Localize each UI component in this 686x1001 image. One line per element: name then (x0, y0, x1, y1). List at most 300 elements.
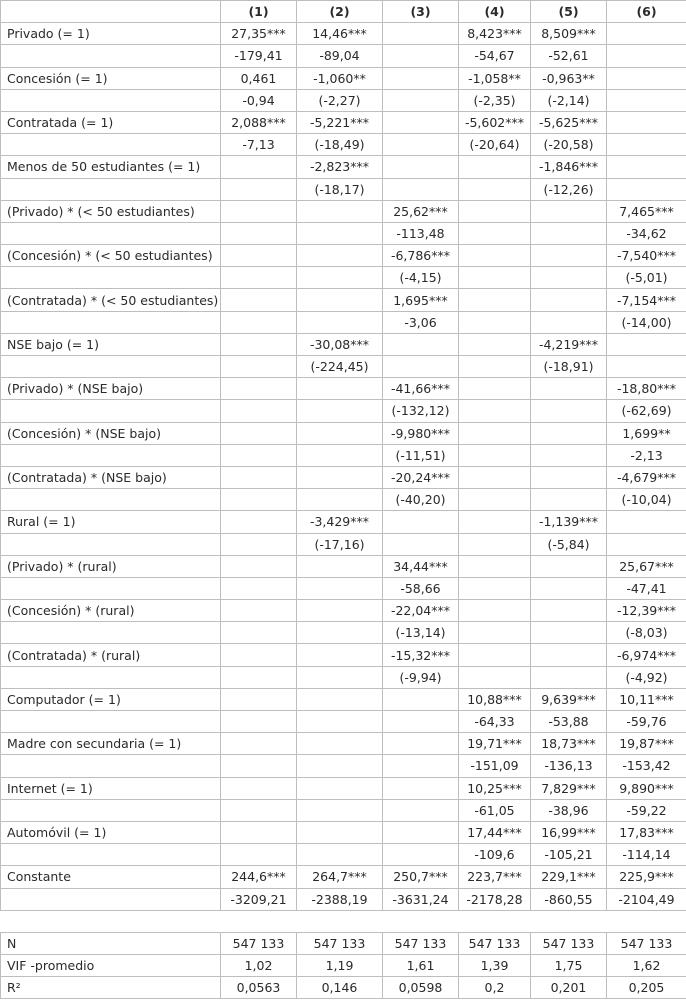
value-cell (383, 777, 459, 799)
value-cell (607, 45, 686, 67)
header-cell-model-6: (6) (607, 1, 686, 23)
header-cell-model-4: (4) (459, 1, 531, 23)
value-cell (297, 200, 383, 222)
row-label: NSE bajo (= 1) (1, 333, 221, 355)
stat-row (1, 955, 686, 977)
value-cell: 0,0598 (383, 977, 459, 999)
value-cell: -7,154*** (607, 289, 686, 311)
value-cell (297, 755, 383, 777)
value-cell (459, 444, 531, 466)
value-cell: (-62,69) (607, 400, 686, 422)
header-cell-model-1: (1) (221, 1, 297, 23)
value-cell: -2388,19 (297, 888, 383, 910)
value-cell: -4,679*** (607, 466, 686, 488)
value-cell: -12,39*** (607, 600, 686, 622)
value-cell: -1,846*** (531, 156, 607, 178)
value-cell (297, 222, 383, 244)
value-cell (221, 733, 297, 755)
table-row (1, 45, 686, 67)
row-label: (Concesión) * (NSE bajo) (1, 422, 221, 444)
row-label: (Concesión) * (rural) (1, 600, 221, 622)
value-cell (383, 821, 459, 843)
value-cell (531, 245, 607, 267)
value-cell: 10,11*** (607, 688, 686, 710)
table-row (1, 777, 686, 799)
table-row (1, 866, 686, 888)
value-cell (607, 156, 686, 178)
spacer-section (1, 910, 686, 932)
row-label (1, 311, 221, 333)
value-cell: (-18,49) (297, 134, 383, 156)
value-cell (221, 688, 297, 710)
value-cell (459, 666, 531, 688)
value-cell (221, 156, 297, 178)
value-cell (297, 400, 383, 422)
row-label (1, 622, 221, 644)
stat-row (1, 977, 686, 999)
value-cell: (-18,17) (297, 178, 383, 200)
value-cell: -61,05 (459, 799, 531, 821)
row-label (1, 489, 221, 511)
value-cell: -1,139*** (531, 511, 607, 533)
value-cell (531, 222, 607, 244)
value-cell: (-8,03) (607, 622, 686, 644)
value-cell: -89,04 (297, 45, 383, 67)
value-cell: 8,509*** (531, 23, 607, 45)
value-cell: -860,55 (531, 888, 607, 910)
row-label (1, 134, 221, 156)
table-row (1, 600, 686, 622)
value-cell: -6,786*** (383, 245, 459, 267)
value-cell: 1,62 (607, 955, 686, 977)
value-cell: -64,33 (459, 711, 531, 733)
table-row (1, 134, 686, 156)
value-cell (383, 178, 459, 200)
value-cell: 16,99*** (531, 821, 607, 843)
table-row (1, 688, 686, 710)
row-label: Concesión (= 1) (1, 67, 221, 89)
value-cell (531, 378, 607, 400)
value-cell (459, 600, 531, 622)
value-cell: (-4,15) (383, 267, 459, 289)
table-row (1, 178, 686, 200)
value-cell: 264,7*** (297, 866, 383, 888)
value-cell (297, 267, 383, 289)
row-label: Internet (= 1) (1, 777, 221, 799)
value-cell: 547 133 (221, 932, 297, 954)
value-cell: -3631,24 (383, 888, 459, 910)
value-cell: 9,890*** (607, 777, 686, 799)
value-cell (297, 777, 383, 799)
value-cell: 14,46*** (297, 23, 383, 45)
value-cell (383, 45, 459, 67)
value-cell: 1,75 (531, 955, 607, 977)
row-label: Madre con secundaria (= 1) (1, 733, 221, 755)
value-cell (383, 688, 459, 710)
value-cell: (-132,12) (383, 400, 459, 422)
value-cell: 1,61 (383, 955, 459, 977)
value-cell: -0,963** (531, 67, 607, 89)
value-cell: -20,24*** (383, 466, 459, 488)
value-cell: (-9,94) (383, 666, 459, 688)
table-row (1, 156, 686, 178)
value-cell: 547 133 (459, 932, 531, 954)
row-label (1, 89, 221, 111)
value-cell: -9,980*** (383, 422, 459, 444)
value-cell: 0,146 (297, 977, 383, 999)
value-cell: 7,829*** (531, 777, 607, 799)
value-cell: (-18,91) (531, 356, 607, 378)
value-cell (607, 23, 686, 45)
value-cell: (-20,64) (459, 134, 531, 156)
value-cell: -1,058** (459, 67, 531, 89)
value-cell: 0,461 (221, 67, 297, 89)
row-label (1, 533, 221, 555)
value-cell: 0,201 (531, 977, 607, 999)
value-cell: 17,44*** (459, 821, 531, 843)
value-cell (531, 644, 607, 666)
row-label: (Concesión) * (< 50 estudiantes) (1, 245, 221, 267)
value-cell: -136,13 (531, 755, 607, 777)
row-label (1, 178, 221, 200)
value-cell: -2,13 (607, 444, 686, 466)
value-cell (459, 356, 531, 378)
value-cell: 2,088*** (221, 111, 297, 133)
value-cell (221, 356, 297, 378)
value-cell (531, 466, 607, 488)
value-cell: (-13,14) (383, 622, 459, 644)
value-cell (607, 356, 686, 378)
value-cell: -113,48 (383, 222, 459, 244)
value-cell (459, 555, 531, 577)
table-row (1, 333, 686, 355)
value-cell: 1,19 (297, 955, 383, 977)
value-cell (531, 267, 607, 289)
value-cell (297, 799, 383, 821)
value-cell: 0,2 (459, 977, 531, 999)
row-label: (Contratada) * (< 50 estudiantes) (1, 289, 221, 311)
header-cell-model-3: (3) (383, 1, 459, 23)
value-cell (383, 134, 459, 156)
value-cell (531, 311, 607, 333)
table-row (1, 489, 686, 511)
row-label (1, 577, 221, 599)
value-cell (297, 555, 383, 577)
value-cell: (-11,51) (383, 444, 459, 466)
value-cell (531, 444, 607, 466)
table-row (1, 289, 686, 311)
value-cell: -3,06 (383, 311, 459, 333)
value-cell: -53,88 (531, 711, 607, 733)
row-label: Privado (= 1) (1, 23, 221, 45)
value-cell: 10,25*** (459, 777, 531, 799)
value-cell: 0,205 (607, 977, 686, 999)
value-cell (297, 733, 383, 755)
table-row (1, 422, 686, 444)
value-cell (459, 200, 531, 222)
stat-row (1, 932, 686, 954)
value-cell: -7,13 (221, 134, 297, 156)
row-label (1, 888, 221, 910)
value-cell (459, 422, 531, 444)
value-cell (297, 489, 383, 511)
value-cell (221, 444, 297, 466)
row-label (1, 400, 221, 422)
value-cell (459, 267, 531, 289)
value-cell (221, 711, 297, 733)
value-cell (297, 577, 383, 599)
row-label (1, 666, 221, 688)
value-cell (221, 777, 297, 799)
value-cell: 1,699** (607, 422, 686, 444)
value-cell: -18,80*** (607, 378, 686, 400)
value-cell (297, 466, 383, 488)
row-label (1, 844, 221, 866)
value-cell: 7,465*** (607, 200, 686, 222)
value-cell: -2,823*** (297, 156, 383, 178)
value-cell (383, 511, 459, 533)
row-label (1, 356, 221, 378)
table-row (1, 577, 686, 599)
row-label: Computador (= 1) (1, 688, 221, 710)
value-cell (221, 555, 297, 577)
value-cell (221, 400, 297, 422)
row-label (1, 799, 221, 821)
table-row (1, 267, 686, 289)
value-cell (297, 622, 383, 644)
value-cell (459, 533, 531, 555)
value-cell: (-2,35) (459, 89, 531, 111)
value-cell (531, 422, 607, 444)
value-cell (383, 89, 459, 111)
value-cell (459, 400, 531, 422)
row-label (1, 222, 221, 244)
value-cell: 250,7*** (383, 866, 459, 888)
row-label: (Privado) * (rural) (1, 555, 221, 577)
value-cell (297, 666, 383, 688)
value-cell (221, 466, 297, 488)
value-cell (459, 378, 531, 400)
value-cell: -59,76 (607, 711, 686, 733)
value-cell (221, 533, 297, 555)
value-cell (221, 600, 297, 622)
table-row (1, 67, 686, 89)
value-cell: (-40,20) (383, 489, 459, 511)
value-cell (383, 356, 459, 378)
value-cell: 547 133 (531, 932, 607, 954)
value-cell: (-224,45) (297, 356, 383, 378)
table-row (1, 844, 686, 866)
value-cell: -105,21 (531, 844, 607, 866)
value-cell: 25,67*** (607, 555, 686, 577)
value-cell (383, 333, 459, 355)
value-cell (383, 111, 459, 133)
table-row (1, 23, 686, 45)
value-cell: -109,6 (459, 844, 531, 866)
value-cell: 1,39 (459, 955, 531, 977)
value-cell (531, 555, 607, 577)
value-cell: -5,221*** (297, 111, 383, 133)
value-cell (297, 245, 383, 267)
value-cell (221, 311, 297, 333)
value-cell: 229,1*** (531, 866, 607, 888)
value-cell: -1,060** (297, 67, 383, 89)
value-cell: -34,62 (607, 222, 686, 244)
value-cell: -41,66*** (383, 378, 459, 400)
value-cell: (-5,84) (531, 533, 607, 555)
value-cell (297, 289, 383, 311)
value-cell (221, 821, 297, 843)
row-label: Contratada (= 1) (1, 111, 221, 133)
value-cell (383, 733, 459, 755)
value-cell: -47,41 (607, 577, 686, 599)
row-label: N (1, 932, 221, 954)
value-cell: 17,83*** (607, 821, 686, 843)
value-cell (221, 644, 297, 666)
table-row (1, 89, 686, 111)
value-cell: -3,429*** (297, 511, 383, 533)
row-label: Automóvil (= 1) (1, 821, 221, 843)
value-cell: -2178,28 (459, 888, 531, 910)
value-cell: 8,423*** (459, 23, 531, 45)
table-row (1, 533, 686, 555)
value-cell (221, 289, 297, 311)
value-cell: (-10,04) (607, 489, 686, 511)
value-cell (607, 533, 686, 555)
value-cell: 547 133 (607, 932, 686, 954)
value-cell (297, 444, 383, 466)
value-cell (221, 378, 297, 400)
value-cell (459, 466, 531, 488)
value-cell (221, 511, 297, 533)
value-cell (607, 67, 686, 89)
coefficient-rows (1, 23, 686, 911)
value-cell (531, 622, 607, 644)
value-cell (459, 156, 531, 178)
value-cell: -58,66 (383, 577, 459, 599)
value-cell (459, 644, 531, 666)
value-cell (459, 622, 531, 644)
table-row (1, 799, 686, 821)
value-cell (221, 245, 297, 267)
value-cell: (-14,00) (607, 311, 686, 333)
value-cell: -151,09 (459, 755, 531, 777)
table-row (1, 733, 686, 755)
value-cell: 27,35*** (221, 23, 297, 45)
value-cell: 1,02 (221, 955, 297, 977)
table-row (1, 111, 686, 133)
value-cell (383, 156, 459, 178)
value-cell (383, 23, 459, 45)
value-cell: -7,540*** (607, 245, 686, 267)
value-cell (459, 311, 531, 333)
value-cell: 223,7*** (459, 866, 531, 888)
value-cell (297, 378, 383, 400)
table-row (1, 356, 686, 378)
row-label (1, 444, 221, 466)
value-cell (297, 844, 383, 866)
value-cell (297, 600, 383, 622)
value-cell: -179,41 (221, 45, 297, 67)
row-label (1, 711, 221, 733)
value-cell (459, 489, 531, 511)
value-cell: -114,14 (607, 844, 686, 866)
header-row (1, 1, 686, 23)
table-row (1, 222, 686, 244)
table-row (1, 245, 686, 267)
value-cell: -6,974*** (607, 644, 686, 666)
value-cell (221, 333, 297, 355)
value-cell: 547 133 (297, 932, 383, 954)
table-row (1, 644, 686, 666)
value-cell: -52,61 (531, 45, 607, 67)
value-cell (459, 289, 531, 311)
value-cell: (-4,92) (607, 666, 686, 688)
value-cell: 34,44*** (383, 555, 459, 577)
value-cell (383, 67, 459, 89)
value-cell (221, 267, 297, 289)
table-row (1, 311, 686, 333)
value-cell (459, 222, 531, 244)
value-cell (607, 333, 686, 355)
value-cell: -5,602*** (459, 111, 531, 133)
table-row (1, 400, 686, 422)
value-cell (531, 600, 607, 622)
value-cell: (-20,58) (531, 134, 607, 156)
value-cell (221, 200, 297, 222)
table-row (1, 378, 686, 400)
value-cell: -0,94 (221, 89, 297, 111)
table-row (1, 711, 686, 733)
value-cell (383, 711, 459, 733)
value-cell (383, 533, 459, 555)
value-cell: 19,87*** (607, 733, 686, 755)
table-row (1, 666, 686, 688)
row-label: (Contratada) * (rural) (1, 644, 221, 666)
value-cell (221, 577, 297, 599)
value-cell (221, 622, 297, 644)
value-cell: -22,04*** (383, 600, 459, 622)
table-row (1, 444, 686, 466)
statistics-rows (1, 932, 686, 999)
value-cell: 25,62*** (383, 200, 459, 222)
value-cell (221, 222, 297, 244)
table-row (1, 511, 686, 533)
row-label: R² (1, 977, 221, 999)
value-cell (383, 799, 459, 821)
row-label: (Privado) * (< 50 estudiantes) (1, 200, 221, 222)
table-row (1, 622, 686, 644)
value-cell: -15,32*** (383, 644, 459, 666)
value-cell (607, 89, 686, 111)
row-label: Menos de 50 estudiantes (= 1) (1, 156, 221, 178)
table-row (1, 555, 686, 577)
value-cell: 1,695*** (383, 289, 459, 311)
value-cell: (-17,16) (297, 533, 383, 555)
value-cell (531, 200, 607, 222)
value-cell: -5,625*** (531, 111, 607, 133)
value-cell: 9,639*** (531, 688, 607, 710)
value-cell (221, 666, 297, 688)
value-cell (221, 755, 297, 777)
value-cell (297, 644, 383, 666)
value-cell (607, 134, 686, 156)
value-cell (297, 711, 383, 733)
table-row (1, 821, 686, 843)
row-label: (Contratada) * (NSE bajo) (1, 466, 221, 488)
row-label (1, 755, 221, 777)
value-cell (459, 333, 531, 355)
